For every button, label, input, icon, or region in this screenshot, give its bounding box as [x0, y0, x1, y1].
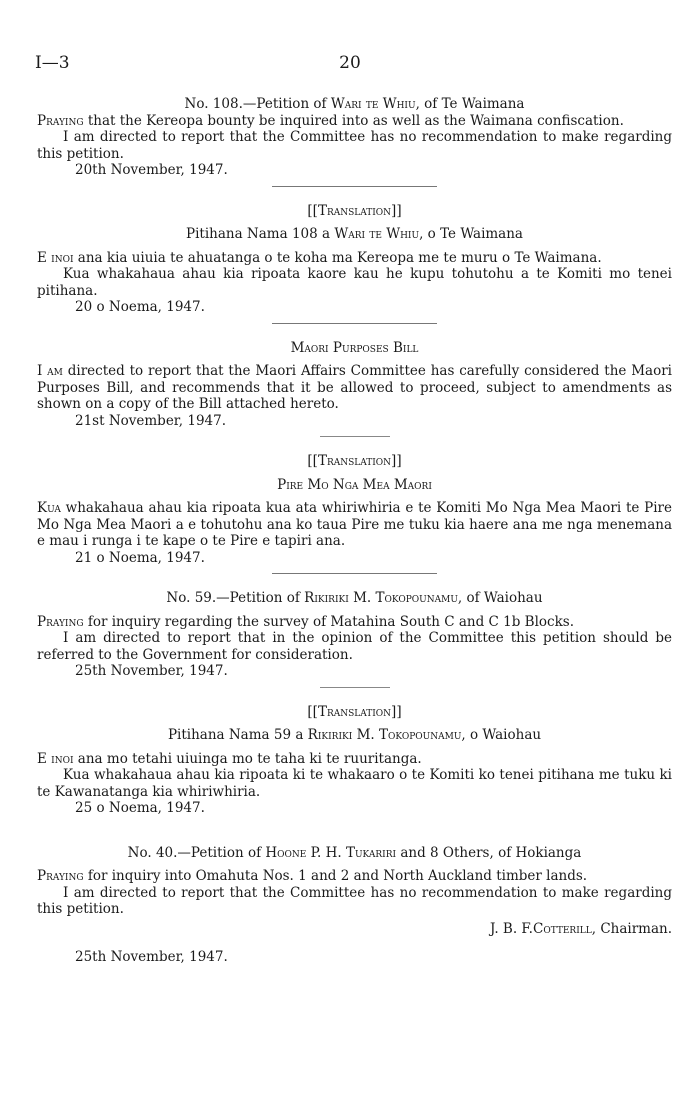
report-paragraph: I am directed to report that in the opinion of the Committee this petition should be referred to the Government for consideration.: [37, 630, 672, 663]
dateline: 20 o Noema, 1947.: [75, 299, 205, 315]
translation-108-section: [37, 203, 672, 316]
translation-heading: [[Translation]]: [307, 202, 402, 219]
report-paragraph: I am directed to report that the Maori Affairs Committee has carefully considered the Maori Purposes Bill, and recommends that it be allowed to proceed, subject to amendments as shown on a copy of the Bill attached hereto.: [37, 363, 672, 412]
prayer-paragraph: E inoi ana kia uiuia te ahuatanga o te koha ma Kereopa me te muru o Te Waimana.: [37, 249, 602, 266]
petition-40-section: [37, 845, 672, 966]
section-title: Pitihana Nama 108 a Wari te Whiu, o Te Waimana: [186, 226, 523, 242]
prayer-paragraph: Praying that the Kereopa bounty be inquired into as well as the Waimana confiscation.: [37, 112, 624, 129]
section-title: No. 59.—Petition of Rikiriki M. Tokopounamu, of Waiohau: [166, 590, 543, 606]
translation-heading: [[Translation]]: [307, 453, 402, 469]
petition-59-section: [37, 590, 672, 680]
petitioner-name: Rikiriki M. Tokopounamu: [304, 590, 458, 606]
dateline: 21st November, 1947.: [75, 412, 227, 429]
dateline: 20th November, 1947.: [75, 162, 228, 178]
report-paragraph: I am directed to report that the Committee has no recommendation to make regarding this petition.: [37, 129, 672, 162]
translation-59-section: [37, 704, 672, 817]
petitioner-name: Hoone P. H. Tukariri: [265, 844, 397, 861]
prayer-paragraph: E inoi ana mo tetahi uiuinga mo te taha ki te ruuritanga.: [37, 750, 422, 767]
report-paragraph: Kua whakahaua ahau kia ripoata ki te whakaaro o te Komiti ko tenei pitihana me tuku ki te Kawanatanga kia whiriwhiria.: [37, 767, 672, 800]
petitioner-name: Rikiriki M. Tokopounamu: [307, 727, 462, 743]
signature-line: J. B. F. Cotterill , Chairman.: [489, 920, 672, 937]
section-title: No. 40.—Petition of Hoone P. H. Tukariri and 8 Others, of Hokianga: [127, 844, 582, 861]
page-number: 20: [339, 53, 361, 73]
section-title: No. 108.—Petition of Wari te Whiu, of Te Waimana: [184, 96, 525, 112]
prayer-paragraph: Praying for inquiry regarding the survey of Matahina South C and C 1b Blocks.: [37, 613, 574, 630]
dateline: 25th November, 1947.: [75, 663, 228, 679]
prayer-paragraph: Praying for inquiry into Omahuta Nos. 1 and 2 and North Auckland timber lands.: [37, 868, 588, 884]
section-title: Pitihana Nama 59 a Rikiriki M. Tokopounamu, o Waiohau: [167, 727, 542, 743]
dateline: 21 o Noema, 1947.: [75, 549, 205, 566]
petitioner-name: Wari te Whiu: [334, 226, 420, 242]
translation-heading: [[Translation]]: [307, 703, 402, 720]
report-paragraph: I am directed to report that the Committee has no recommendation to make regarding this petition.: [37, 884, 672, 917]
document-body: [37, 96, 672, 966]
report-paragraph: Kua whakahaua ahau kia ripoata kaore kau he kupu tohutohu a te Komiti mo tenei pitihana.: [37, 266, 672, 299]
chairman-name: Cotterill: [532, 920, 592, 937]
document-reference: I—3: [35, 53, 70, 73]
section-title: Pire Mo Nga Mea Maori: [277, 476, 432, 493]
report-paragraph: Kua whakahaua ahau kia ripoata kua ata whiriwhiria e te Komiti Mo Nga Mea Maori te Pire Mo Nga Mea Maori a e tohutohu ana ko taua Pire me tuku kia haere ana me nga menemana e mau i runga i te kape o te Pire e tapiri ana.: [37, 500, 672, 549]
maori-purposes-bill-section: [37, 340, 672, 430]
dateline: 25 o Noema, 1947.: [75, 800, 205, 816]
translation-bill-section: [37, 453, 672, 566]
petitioner-name: Wari te Whiu: [330, 96, 416, 112]
petition-108-section: [37, 96, 672, 179]
section-title: Maori Purposes Bill: [290, 339, 419, 356]
dateline: 25th November, 1947.: [75, 949, 228, 965]
